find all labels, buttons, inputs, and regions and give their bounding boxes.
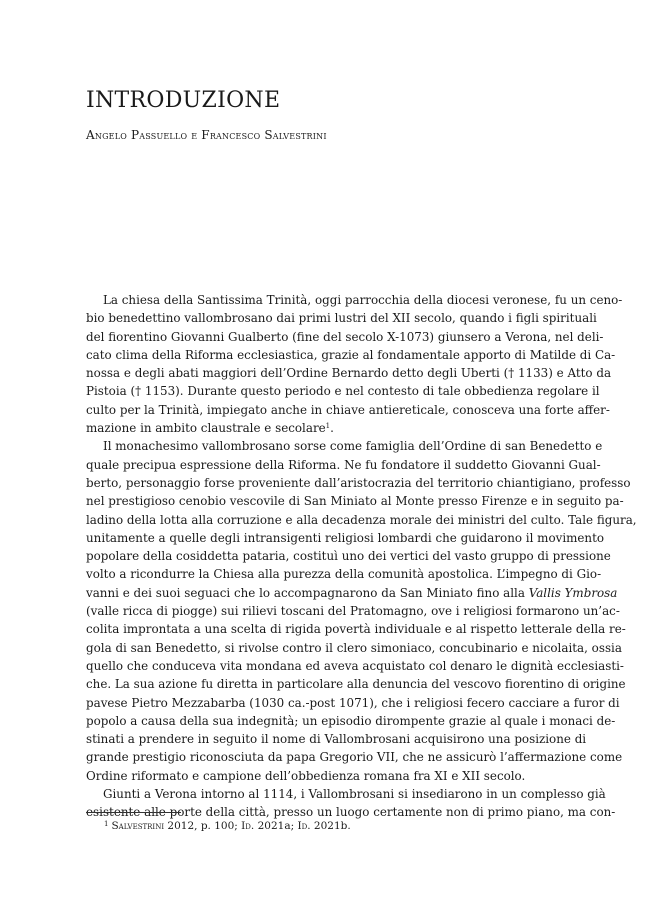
text-line: del fiorentino Giovanni Gualberto (fine del secolo X-1073) giunsero a Verona, nel deli- xyxy=(86,329,604,344)
footnote-ibid: Id. xyxy=(241,820,255,832)
text-line xyxy=(86,584,618,602)
footnote-text: 2012, p. 100; xyxy=(164,820,242,832)
text-line: stinati a prendere in seguito il nome di Vallombrosani acquisirono una posizione di xyxy=(86,732,587,747)
footnote-author: Salvestrini xyxy=(111,820,165,832)
text-fragment: vanni e dei suoi seguaci che lo accompagnarono da San Miniato fino alla xyxy=(86,585,529,600)
text-line: quale precipua espressione della Riforma. Ne fu fondatore il suddetto Giovanni Gual- xyxy=(86,457,601,472)
text-fragment: mazione in ambito claustrale e secolare xyxy=(86,421,326,436)
paragraph-3 xyxy=(86,785,616,822)
footnote-divider xyxy=(86,812,181,813)
text-line: berto, personaggio forse proveniente dall’aristocrazia del territorio chiantigiano, professo xyxy=(86,475,631,490)
text-line: grande prestigio riconosciuta da papa Gregorio VII, che ne assicurò l’affermazione come xyxy=(86,750,623,765)
text-line: nossa e degli abati maggiori dell’Ordine Bernardo detto degli Uberti († 1133) e Atto da xyxy=(86,366,612,381)
text-line: quello che conduceva vita mondana ed aveva acquistato col denaro le dignità ecclesiasti- xyxy=(86,658,624,673)
text-line: colita improntata a una scelta di rigida povertà individuale e al rispetto letterale della re- xyxy=(86,622,626,637)
text-line: nel prestigioso cenobio vescovile di San Miniato al Monte presso Firenze e in seguito pa- xyxy=(86,494,624,509)
italic-term: Vallis Ymbrosa xyxy=(528,585,618,600)
text-line: Pistoia († 1153). Durante questo periodo e nel contesto di tale obbedienza regolare il xyxy=(86,384,600,399)
body-text xyxy=(86,291,637,822)
text-line: unitamente a quelle degli intransigenti religiosi lombardi che guidarono il movimento xyxy=(86,530,605,545)
footnote-number: 1 xyxy=(104,820,109,828)
text-line: bio benedettino vallombrosano dai primi lustri del XII secolo, quando i figli spirituali xyxy=(86,311,597,326)
authors-line: Angelo Passuello e Francesco Salvestrini xyxy=(86,128,327,142)
footnote xyxy=(104,820,351,832)
footnote-ref[interactable]: 1 xyxy=(325,422,331,431)
footnote-ibid: Id. xyxy=(297,820,311,832)
text-line: cato clima della Riforma ecclesiastica, grazie al fondamentale apporto di Matilde di Ca- xyxy=(86,347,616,362)
text-line: Ordine riformato e campione dell’obbedienza romana fra XI e XII secolo. xyxy=(86,768,526,783)
text-fragment: . xyxy=(330,421,334,436)
text-line: ladino della lotta alla corruzione e alla decadenza morale dei ministri del culto. Tale figura, xyxy=(86,512,637,527)
text-line: che. La sua azione fu diretta in particolare alla denuncia del vescovo fiorentino di origine xyxy=(86,677,626,692)
text-line: popolo a causa della sua indegnità; un episodio dirompente grazie al quale i monaci de- xyxy=(86,713,616,728)
page-title: INTRODUZIONE xyxy=(86,88,281,113)
text-line: gola di san Benedetto, si rivolse contro il clero simoniaco, concubinario e nicolaita, ossia xyxy=(86,640,622,655)
footnote-text: 2021a; xyxy=(254,820,298,832)
text-line: esistente alle porte della città, presso un luogo certamente non di primo piano, ma con- xyxy=(86,805,616,820)
text-line: (valle ricca di piogge) sui rilievi toscani del Pratomagno, ove i religiosi formarono un’ac- xyxy=(86,604,620,619)
text-line: Il monachesimo vallombrosano sorse come famiglia dell’Ordine di san Benedetto e xyxy=(103,439,603,454)
text-line: popolare della cosiddetta pataria, costituì uno dei vertici del vasto gruppo di pressione xyxy=(86,549,611,564)
text-line: culto per la Trinità, impiegato anche in chiave antiereticale, conosceva una forte affer- xyxy=(86,402,610,417)
text-line: La chiesa della Santissima Trinità, oggi parrocchia della diocesi veronese, fu un ceno- xyxy=(103,293,623,307)
paragraph-2 xyxy=(86,437,637,785)
text-line: Giunti a Verona intorno al 1114, i Vallombrosani si insediarono in un complesso già xyxy=(103,787,606,802)
paragraph-1 xyxy=(86,291,623,437)
text-line: pavese Pietro Mezzabarba (1030 ca.-post 1071), che i religiosi fecero cacciare a furor di xyxy=(86,695,620,710)
text-line xyxy=(86,419,572,437)
footnote-text: 2021b. xyxy=(310,820,351,832)
text-line: volto a ricondurre la Chiesa alla purezza della comunità apostolica. L’impegno di Gio- xyxy=(86,567,602,582)
